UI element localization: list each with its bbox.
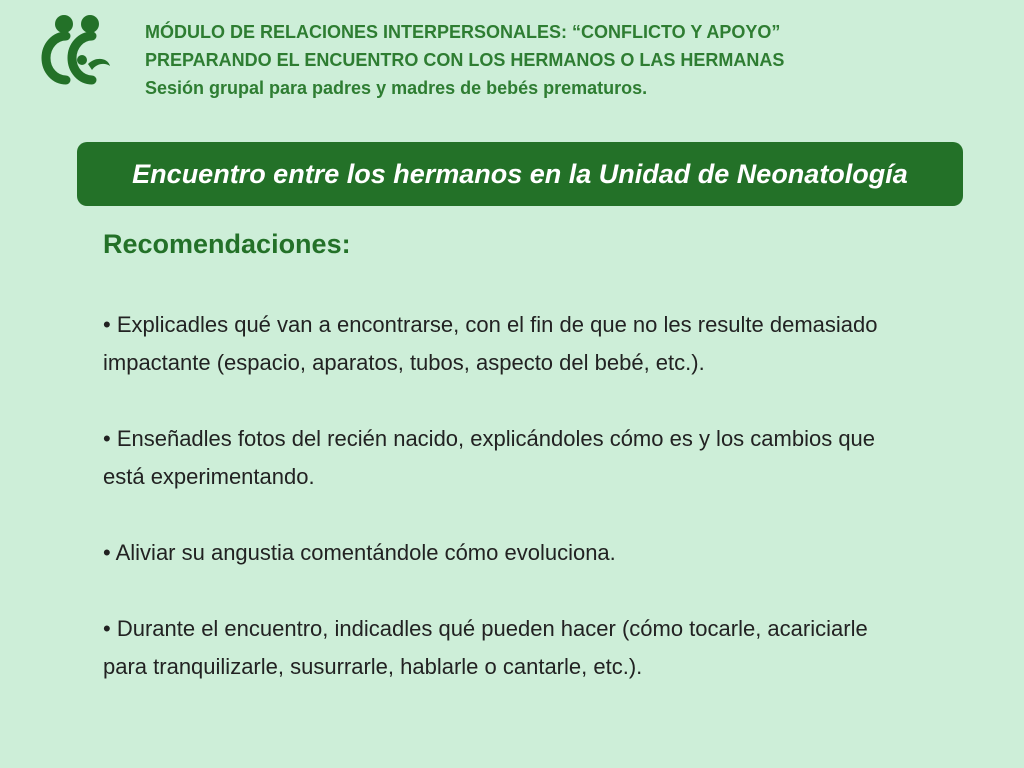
header-session-topic: PREPARANDO EL ENCUENTRO CON LOS HERMANOS O LAS HERMANAS	[145, 50, 785, 70]
family-logo-icon	[26, 12, 120, 86]
recommendation-item: • Explicadles qué van a encontrarse, con el fin de que no les resulte demasiado impactante (espacio, aparatos, tubos, aspecto del bebé, etc.).	[103, 312, 878, 375]
module-header	[145, 18, 1005, 102]
slide-title: Encuentro entre los hermanos en la Unidad de Neonatología	[132, 158, 908, 189]
header-session-description: Sesión grupal para padres y madres de bebés prematuros.	[145, 78, 648, 98]
slide-title-bar	[77, 142, 963, 206]
recommendation-item: • Durante el encuentro, indicadles qué pueden hacer (cómo tocarle, acariciarle para tranquilizarle, susurrarle, hablarle o cantarle, etc.).	[103, 616, 868, 679]
recommendation-item: • Aliviar su angustia comentándole cómo evoluciona.	[103, 540, 616, 565]
recommendations-heading: Recomendaciones:	[103, 229, 351, 259]
recommendations-section	[103, 226, 903, 686]
recommendation-item: • Enseñadles fotos del recién nacido, explicándoles cómo es y los cambios que está experimentando.	[103, 426, 876, 489]
header-module-title: MÓDULO DE RELACIONES INTERPERSONALES: “CONFLICTO Y APOYO”	[145, 22, 781, 42]
